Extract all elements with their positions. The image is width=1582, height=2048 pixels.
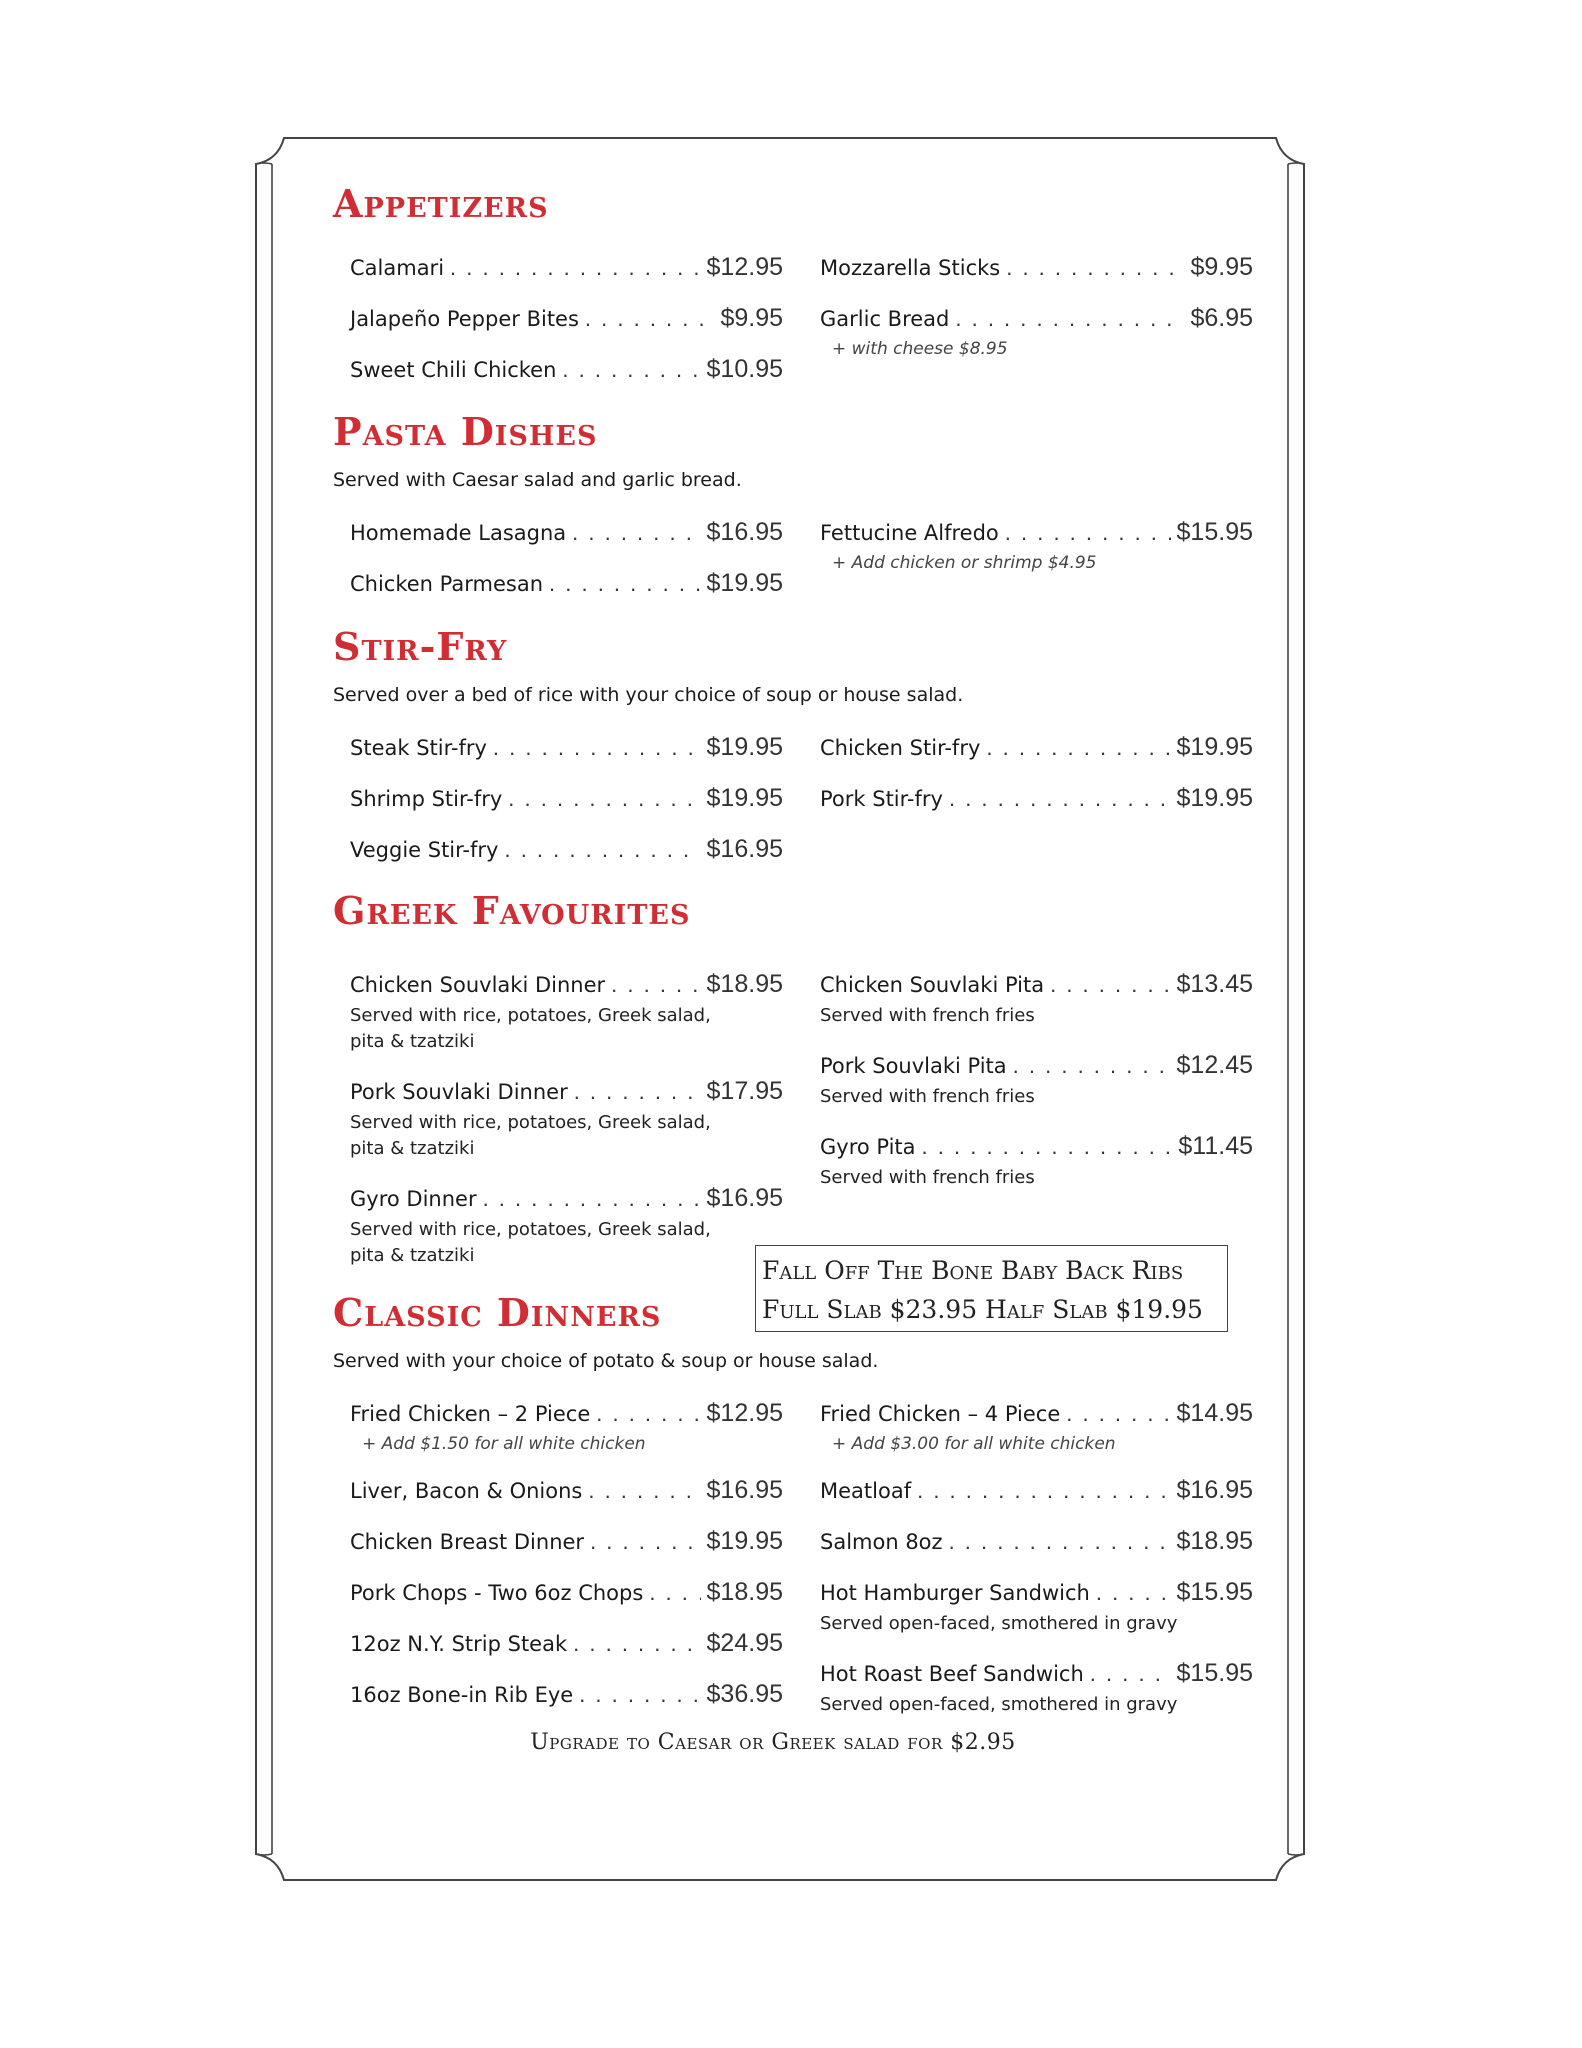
item-price: $24.95: [706, 1628, 783, 1657]
item-name: Gyro Pita: [820, 1135, 916, 1160]
item-name: Chicken Breast Dinner: [350, 1529, 585, 1554]
leader-dots: [1005, 520, 1171, 546]
item-price: $15.95: [1176, 517, 1253, 546]
menu-item: [350, 1399, 783, 1454]
menu-item: [820, 1132, 1253, 1191]
item-price: $13.45: [1176, 970, 1253, 998]
leader-dots: [955, 306, 1184, 332]
item-price: $9.95: [1190, 253, 1253, 281]
leader-dots: [573, 1631, 700, 1657]
item-name: Hot Hamburger Sandwich: [820, 1580, 1090, 1605]
menu-item: [350, 733, 783, 762]
item-description: Served open-faced, smothered in gravy: [820, 1612, 1178, 1634]
item-note: + Add chicken or shrimp $4.95: [832, 552, 1097, 573]
menu-item: [820, 784, 1253, 813]
item-name: Calamari: [350, 256, 445, 280]
stir-fry-right-column: [820, 711, 1253, 864]
item-name: Sweet Chili Chicken: [350, 358, 557, 382]
menu-item: [820, 1659, 1253, 1718]
stir-fry-left-column: [350, 711, 783, 864]
item-description: Served with french fries: [820, 1167, 1035, 1189]
section-subtitle: Served with your choice of potato & soup or house salad.: [333, 1350, 879, 1372]
item-price: $18.95: [706, 1577, 783, 1606]
item-name: Liver, Bacon & Onions: [350, 1478, 583, 1503]
menu-item: [350, 253, 783, 282]
menu-item: [350, 1680, 783, 1709]
menu-item: [820, 970, 1253, 1029]
leader-dots: [579, 1682, 700, 1708]
item-description: Served with rice, potatoes, Greek salad, pita & tzatziki: [350, 1112, 711, 1160]
leader-dots: [1013, 1053, 1171, 1079]
section-heading: Greek Favourites: [333, 888, 691, 933]
menu-item: [820, 733, 1253, 762]
classic-right-column: [820, 1377, 1253, 1718]
item-price: $17.95: [706, 1077, 783, 1106]
item-price: $12.95: [706, 1398, 783, 1427]
item-name: 16oz Bone-in Rib Eye: [350, 1682, 574, 1707]
leader-dots: [549, 571, 701, 597]
item-name: Fettucine Alfredo: [820, 520, 999, 545]
leader-dots: [562, 357, 700, 383]
leader-dots: [949, 786, 1171, 812]
item-price: $15.95: [1176, 1658, 1253, 1687]
item-price: $11.45: [1178, 1132, 1253, 1161]
salad-upgrade-footer: Upgrade to Caesar or Greek salad for $2.95: [530, 1730, 1016, 1755]
leader-dots: [922, 1134, 1173, 1160]
menu-item: [350, 1629, 783, 1658]
item-price: $6.95: [1190, 304, 1253, 332]
leader-dots: [917, 1478, 1170, 1504]
item-description: Served with rice, potatoes, Greek salad, pita & tzatziki: [350, 1005, 711, 1053]
section-appetizers: [333, 181, 1253, 384]
section-stir-fry: [333, 624, 1253, 864]
item-price: $19.95: [706, 732, 783, 761]
item-price: $18.95: [1176, 1526, 1253, 1555]
menu-item: [350, 518, 783, 547]
item-price: $16.95: [706, 1184, 783, 1213]
item-name: Chicken Stir-fry: [820, 735, 981, 760]
menu-item: [350, 970, 783, 1055]
menu-item: [820, 1578, 1253, 1637]
leader-dots: [949, 1529, 1171, 1555]
item-name: Shrimp Stir-fry: [350, 786, 503, 811]
menu-item: [350, 1578, 783, 1607]
leader-dots: [572, 520, 700, 546]
item-price: $19.95: [706, 783, 783, 812]
item-name: Hot Roast Beef Sandwich: [820, 1661, 1084, 1686]
item-price: $9.95: [720, 304, 783, 332]
leader-dots: [508, 786, 700, 812]
item-name: Meatloaf: [820, 1478, 912, 1503]
item-price: $12.45: [1176, 1051, 1253, 1080]
section-subtitle: Served over a bed of rice with your choice of soup or house salad.: [333, 684, 964, 706]
menu-item: [350, 1476, 783, 1505]
leader-dots: [596, 1401, 700, 1427]
item-note: + Add $1.50 for all white chicken: [362, 1433, 646, 1454]
menu-item: [820, 1476, 1253, 1505]
menu-item: [820, 253, 1253, 282]
item-name: Homemade Lasagna: [350, 520, 567, 545]
menu-item: [350, 304, 783, 333]
greek-right-column: [820, 948, 1253, 1270]
leader-dots: [1090, 1661, 1171, 1687]
item-name: Chicken Souvlaki Pita: [820, 973, 1045, 997]
ribs-title: Fall Off The Bone Baby Back Ribs: [762, 1256, 1184, 1285]
menu-item: [350, 784, 783, 813]
leader-dots: [986, 735, 1170, 761]
item-price: $16.95: [706, 517, 783, 546]
menu-item: [350, 1184, 783, 1269]
leader-dots: [585, 306, 715, 332]
leader-dots: [574, 1079, 701, 1105]
item-description: Served with french fries: [820, 1086, 1035, 1108]
item-name: Chicken Parmesan: [350, 571, 544, 596]
section-heading: Stir-Fry: [333, 624, 508, 669]
item-price: $16.95: [1176, 1475, 1253, 1504]
item-name: Salmon 8oz: [820, 1529, 943, 1554]
item-description: Served with rice, potatoes, Greek salad, pita & tzatziki: [350, 1219, 711, 1267]
section-heading: Classic Dinners: [333, 1290, 662, 1335]
appetizers-right-column: [820, 231, 1253, 384]
greek-left-column: [350, 948, 783, 1270]
item-price: $19.95: [1176, 732, 1253, 761]
menu-item: [350, 835, 783, 864]
item-description: Served open-faced, smothered in gravy: [820, 1693, 1178, 1715]
item-name: Veggie Stir-fry: [350, 837, 499, 862]
item-name: 12oz N.Y. Strip Steak: [350, 1631, 568, 1656]
menu-item: [820, 1051, 1253, 1110]
item-price: $18.95: [706, 970, 783, 998]
leader-dots: [588, 1478, 700, 1504]
section-subtitle: Served with Caesar salad and garlic bread.: [333, 469, 742, 491]
pasta-right-column: [820, 496, 1253, 598]
item-name: Pork Souvlaki Dinner: [350, 1080, 568, 1105]
section-classic-dinners: [333, 1290, 1253, 1718]
item-price: $16.95: [706, 1475, 783, 1504]
leader-dots: [504, 837, 700, 863]
item-name: Pork Stir-fry: [820, 786, 943, 811]
leader-dots: [483, 1186, 701, 1212]
item-price: $12.95: [706, 253, 783, 281]
leader-dots: [1096, 1580, 1171, 1606]
leader-dots: [1050, 972, 1170, 998]
ribs-prices: Full Slab $23.95 Half Slab $19.95: [762, 1294, 1203, 1324]
leader-dots: [450, 255, 701, 281]
leader-dots: [493, 735, 701, 761]
item-name: Chicken Souvlaki Dinner: [350, 973, 606, 997]
menu-item: [820, 1527, 1253, 1556]
item-name: Garlic Bread: [820, 307, 950, 331]
item-name: Pork Chops - Two 6oz Chops: [350, 1580, 644, 1605]
classic-left-column: [350, 1377, 783, 1718]
item-name: Jalapeño Pepper Bites: [350, 307, 579, 331]
item-name: Mozzarella Sticks: [820, 256, 1001, 280]
item-note: + with cheese $8.95: [832, 339, 1008, 359]
leader-dots: [649, 1580, 700, 1606]
item-name: Fried Chicken – 2 Piece: [350, 1401, 591, 1426]
appetizers-left-column: [350, 231, 783, 384]
menu-item: [820, 518, 1253, 573]
leader-dots: [590, 1529, 700, 1555]
leader-dots: [611, 972, 700, 998]
item-price: $19.95: [706, 568, 783, 597]
section-pasta: [333, 409, 1253, 598]
item-name: Fried Chicken – 4 Piece: [820, 1401, 1061, 1426]
item-price: $19.95: [1176, 783, 1253, 812]
section-greek-favourites: [333, 888, 1253, 1270]
menu-item: [820, 304, 1253, 359]
item-price: $15.95: [1176, 1577, 1253, 1606]
pasta-left-column: [350, 496, 783, 598]
item-name: Steak Stir-fry: [350, 735, 487, 760]
menu-item: [350, 1527, 783, 1556]
menu-item: [820, 1399, 1253, 1454]
item-price: $16.95: [706, 834, 783, 863]
item-price: $14.95: [1176, 1398, 1253, 1427]
section-heading: Appetizers: [333, 181, 549, 226]
section-heading: Pasta Dishes: [333, 409, 598, 454]
item-description: Served with french fries: [820, 1005, 1035, 1026]
item-name: Gyro Dinner: [350, 1187, 477, 1212]
leader-dots: [1006, 255, 1184, 281]
item-price: $10.95: [706, 355, 783, 383]
menu-item: [350, 569, 783, 598]
menu-item: [350, 355, 783, 384]
item-price: $19.95: [706, 1526, 783, 1555]
menu-item: [350, 1077, 783, 1162]
item-price: $36.95: [706, 1679, 783, 1708]
leader-dots: [1066, 1401, 1170, 1427]
item-note: + Add $3.00 for all white chicken: [832, 1433, 1116, 1454]
item-name: Pork Souvlaki Pita: [820, 1054, 1007, 1079]
